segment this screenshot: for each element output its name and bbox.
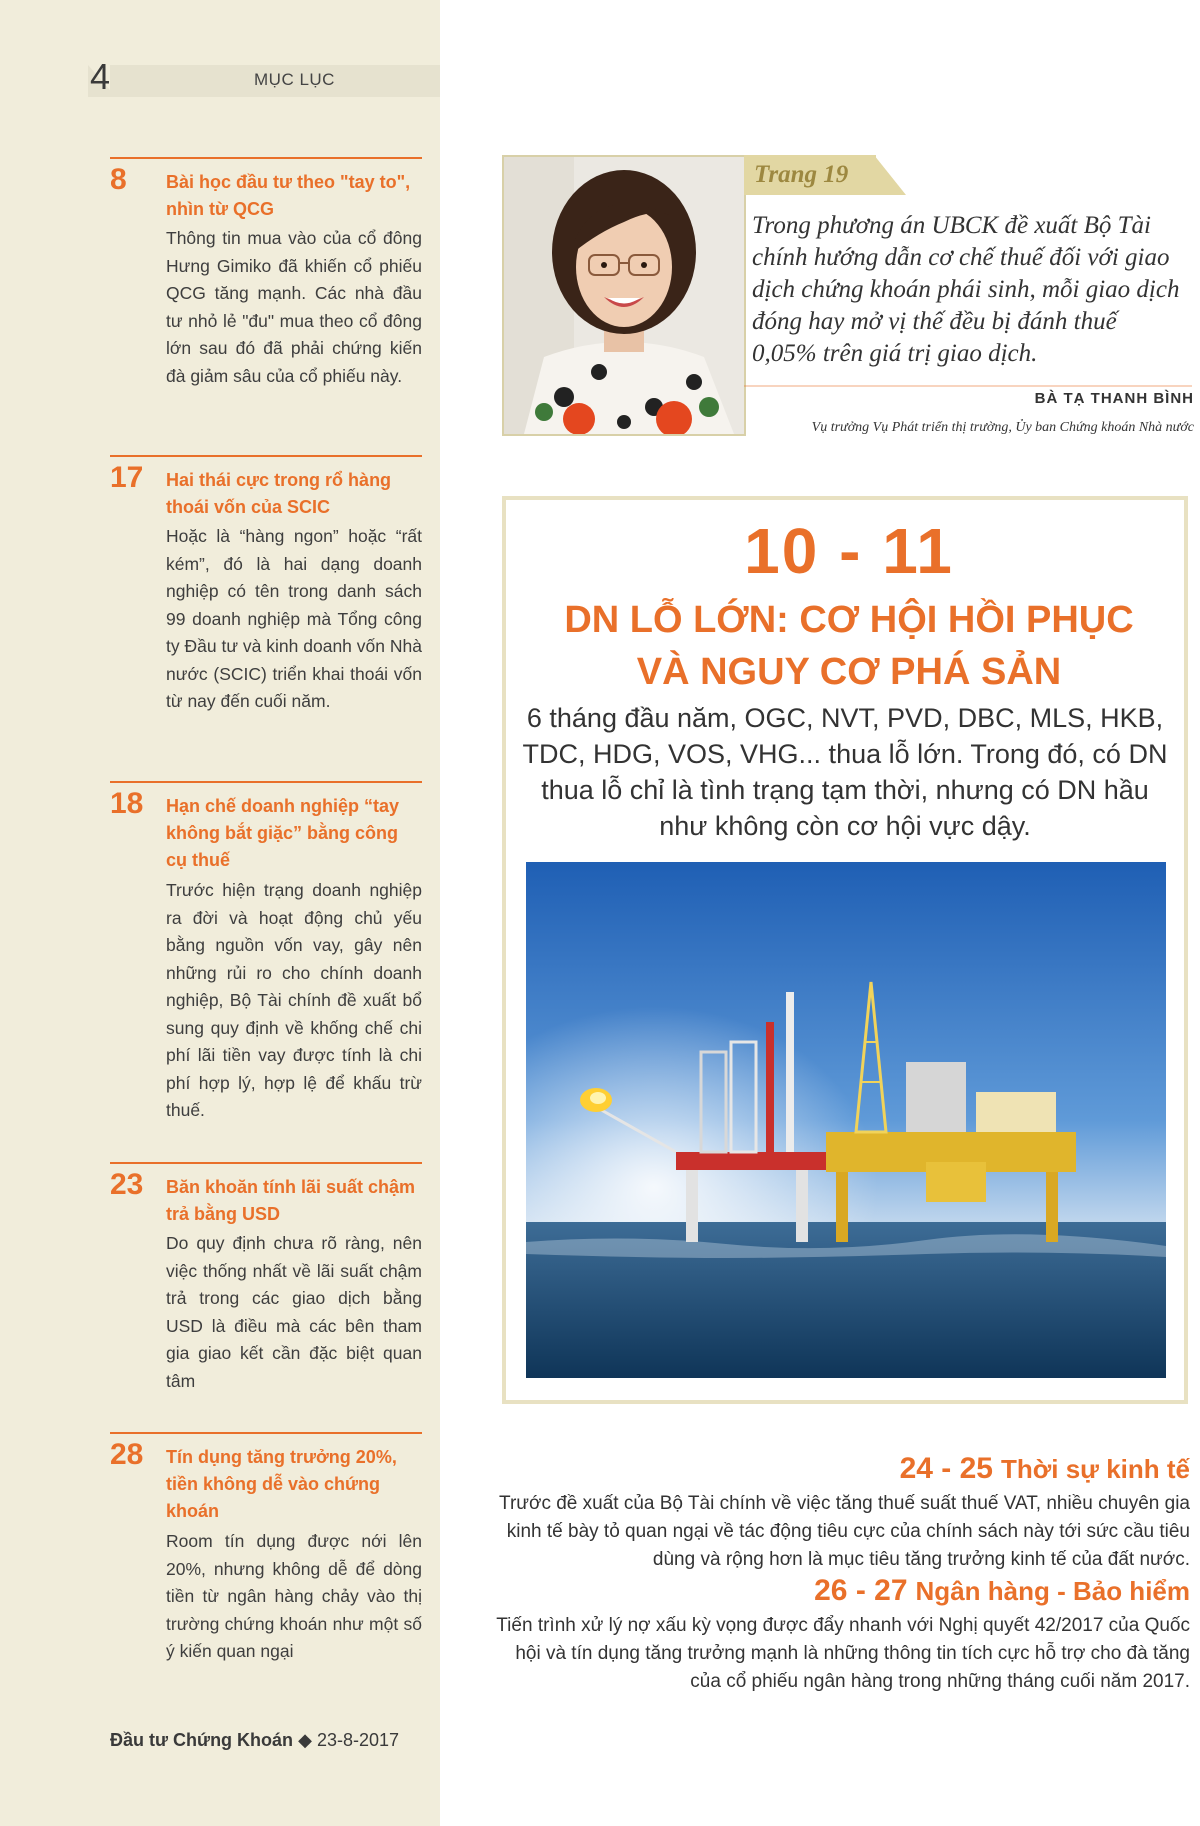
- news-description: Trước đề xuất của Bộ Tài chính về việc tăng thuế suất thuế VAT, nhiều chuyên gia kinh tế bày tỏ quan ngại về tác động tiêu cực của chính sách này tới sức cầu tiêu dùng và rộng hơn là mục tiêu tăng trưởng kinh tế của đất nước.: [499, 1493, 1190, 1570]
- quote-divider: [744, 385, 1192, 387]
- quote-box: [502, 155, 1194, 436]
- toc-page-number: 23: [110, 1168, 144, 1201]
- news-description: Tiến trình xử lý nợ xấu kỳ vọng được đẩy nhanh với Nghị quyết 42/2017 của Quốc hội và tín dụng tăng trưởng mạnh là những thông tin tích cực hỗ trợ cho đà tăng của cổ phiếu ngân hàng trong những tháng cuối năm 2017.: [496, 1615, 1190, 1692]
- news-section: Ngân hàng - Bảo hiểm: [915, 1576, 1190, 1606]
- toc-description: Do quy định chưa rõ ràng, nên việc thống nhất về lãi suất chậm trả trong các giao dịch bằng USD là điều mà các bên tham gia giao kết cần đặc biệt quan tâm: [166, 1233, 422, 1391]
- toc-divider: [110, 1162, 422, 1164]
- news-section: Thời sự kinh tế: [1001, 1454, 1190, 1484]
- page-tag-notch: [874, 155, 906, 195]
- toc-page-number: 28: [110, 1438, 144, 1471]
- toc-divider: [110, 781, 422, 783]
- quote-author: BÀ TẠ THANH BÌNH: [1034, 390, 1194, 407]
- toc-page-number: 18: [110, 787, 144, 820]
- quote-text: Trong phương án UBCK đề xuất Bộ Tài chính hướng dẫn cơ chế thuế đối với giao dịch chứng khoán phái sinh, mỗi giao dịch đóng hay mở vị thế đều bị đánh thuế 0,05% trên giá trị giao dịch.: [752, 212, 1180, 367]
- feature-title[interactable]: [506, 594, 1192, 698]
- toc-divider: [110, 157, 422, 159]
- quote-author-role: Vụ trưởng Vụ Phát triển thị trường, Ủy ban Chứng khoán Nhà nước: [811, 420, 1194, 435]
- toc-page-number: 17: [110, 461, 144, 494]
- toc-description: Hoặc là “hàng ngon” hoặc “rất kém”, đó là hai dạng doanh nghiệp có tên trong danh sách 99 doanh nghiệp mà Tổng công ty Đầu tư và kinh doanh vốn Nhà nước (SCIC) triển khai thoái vốn từ nay đến cuối năm.: [166, 526, 422, 711]
- oil-rig-photo: [526, 862, 1166, 1378]
- section-label: MỤC LỤC: [254, 70, 335, 89]
- toc-description: Trước hiện trạng doanh nghiệp ra đời và hoạt động chủ yếu bằng nguồn vốn vay, gây nên những rủi ro cho chính doanh nghiệp, Bộ Tài chính đề xuất bổ sung quy định về khống chế chi phí lãi tiền vay được tính là chi phí hợp lý, hợp lệ để khấu trừ thuế.: [166, 880, 422, 1120]
- toc-title[interactable]: Bài học đầu tư theo "tay to", nhìn từ QCG: [166, 172, 411, 219]
- toc-description: Room tín dụng được nới lên 20%, nhưng không dễ để dòng tiền từ ngân hàng chảy vào thị trường chứng khoán như một số ý kiến quan ngại: [166, 1531, 422, 1661]
- toc-title[interactable]: Hạn chế doanh nghiệp “tay không bắt giặc” bằng công cụ thuế: [166, 796, 400, 870]
- news-heading[interactable]: [490, 1574, 1190, 1608]
- page-number: 4: [90, 56, 111, 97]
- toc-title[interactable]: Tín dụng tăng trưởng 20%, tiền không dễ vào chứng khoán: [166, 1447, 397, 1521]
- publication-name: Đầu tư Chứng Khoán: [110, 1730, 294, 1750]
- toc-description: Thông tin mua vào của cổ đông Hưng Gimiko đã khiến cổ phiếu QCG tăng mạnh. Các nhà đầu tư nhỏ lẻ "đu" mua theo cổ đông lớn sau đó đã phải chứng kiến đà giảm sâu của cổ phiếu này.: [166, 228, 422, 386]
- feature-article[interactable]: [502, 496, 1188, 1404]
- toc-title[interactable]: Hai thái cực trong rổ hàng thoái vốn của SCIC: [166, 470, 392, 517]
- news-item[interactable]: [490, 1452, 1190, 1574]
- feature-title-line: DN LỖ LỚN: CƠ HỘI HỒI PHỤC: [564, 599, 1134, 641]
- news-heading[interactable]: [490, 1452, 1190, 1486]
- toc-title[interactable]: Băn khoăn tính lãi suất chậm trả bằng USD: [166, 1177, 416, 1224]
- news-pages: 24 - 25: [899, 1452, 993, 1485]
- toc-divider: [110, 1432, 422, 1434]
- issue-date: 23-8-2017: [316, 1730, 400, 1750]
- feature-title-line: VÀ NGUY CƠ PHÁ SẢN: [636, 651, 1062, 693]
- feature-pages: 10 - 11: [744, 515, 954, 587]
- portrait-photo: [502, 155, 746, 436]
- news-item[interactable]: [490, 1574, 1190, 1696]
- page-tag[interactable]: Trang 19: [754, 161, 849, 188]
- footer-separator: ◆: [298, 1730, 312, 1750]
- news-pages: 26 - 27: [814, 1574, 908, 1607]
- footer: [110, 1730, 399, 1751]
- toc-divider: [110, 455, 422, 457]
- toc-page-number: 8: [110, 163, 127, 196]
- feature-description: 6 tháng đầu năm, OGC, NVT, PVD, DBC, MLS, HKB, TDC, HDG, VOS, VHG... thua lỗ lớn. Trong đó, có DN thua lỗ chỉ là tình trạng tạm thời, nhưng có DN hầu như không còn cơ hội vực dậy.: [522, 703, 1168, 841]
